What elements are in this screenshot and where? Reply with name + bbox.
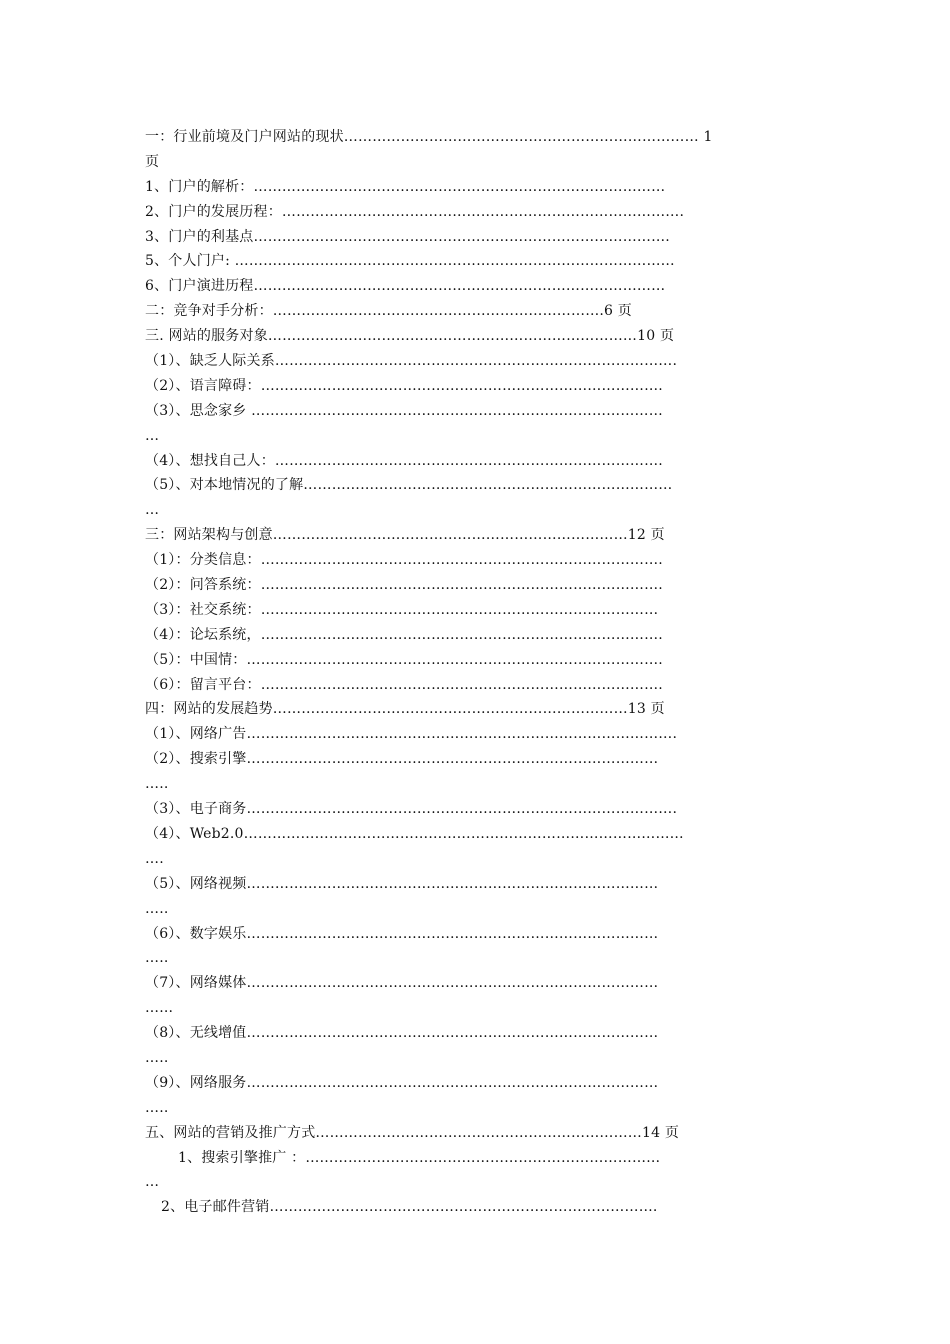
toc-entry: （6）、数字娱乐…………………………………………………………………………… xyxy=(145,925,659,942)
toc-entry: 6、门户演进历程…………………………………………………………………………… xyxy=(145,278,666,295)
toc-entry: 二：竞争对手分析：…………………………………………………………….6 页 xyxy=(145,303,633,320)
toc-entry: 五、网站的营销及推广方式……………………………………………………………14 页 xyxy=(145,1124,680,1141)
toc-entry: 1、搜索引擎推广 ：………………………………………………………………… xyxy=(178,1149,661,1166)
toc-entry: ….. xyxy=(145,900,169,917)
toc-entry: 一：行业前境及门户网站的现状………………………………………………………………… 1 xyxy=(145,129,713,145)
toc-entry: ….. xyxy=(145,950,169,967)
toc-entry: （3）：社交系统：………………………………………………………………………… xyxy=(145,601,659,618)
toc-entry: …. xyxy=(145,850,164,867)
toc-entry: （4）、Web2.0………………………………………………………………………………… xyxy=(145,825,684,842)
toc-entry: 页 xyxy=(145,153,160,170)
toc-entry: （1）：分类信息：…………………………………………………………………………. xyxy=(145,552,663,569)
toc-entry: （4）：论坛系统，…………………………………………………………………………. xyxy=(145,626,663,643)
toc-entry: 5、个人门户: ………………………………………………………………………………… xyxy=(145,253,675,270)
toc-entry: （5）：中国情：……………………………………………………………………………. xyxy=(145,651,663,668)
toc-entry: （2）：问答系统：…………………………………………………………………………. xyxy=(145,577,663,594)
toc-entry: （3）、思念家乡 …………………………………………………………………………… xyxy=(145,402,663,419)
toc-entry: （2）、语言障碍：…………………………………………………………………………. xyxy=(145,377,663,394)
toc-entry: 2、电子邮件营销………………………………………………………………………. xyxy=(161,1199,658,1216)
toc-entry: ….. xyxy=(145,776,169,793)
toc-entry: …... xyxy=(145,1000,174,1017)
toc-entry: （9）、网络服务…………………………………………………………………………… xyxy=(145,1074,659,1091)
toc-entry: 3、门户的利基点……………………………………………………………………………. xyxy=(145,228,670,245)
toc-entry: … xyxy=(145,1174,160,1191)
toc-entry: （3）、电子商务………………………………………………………………………………. xyxy=(145,801,678,818)
toc-entry: （1）、网络广告………………………………………………………………………………. xyxy=(145,726,678,743)
toc-entry: （8）、无线增值…………………………………………………………………………… xyxy=(145,1025,659,1042)
toc-entry: （4）、想找自己人：………………………………………………………………………. xyxy=(145,452,663,469)
toc-entry: … xyxy=(145,427,160,444)
toc-entry: （1）、缺乏人际关系…………………………………………………………………………. xyxy=(145,353,678,370)
toc-entry: （6）：留言平台：…………………………………………………………………………. xyxy=(145,676,663,693)
toc-entry: （5）、对本地情况的了解…………………………………………………………………… xyxy=(145,477,673,494)
table-of-contents xyxy=(145,125,815,1220)
toc-entry: ….. xyxy=(145,1099,169,1116)
toc-entry: （2）、搜索引擎…………………………………………………………………………… xyxy=(145,751,659,768)
toc-entry: 四：网站的发展趋势…………………………………………………………………13 页 xyxy=(145,701,665,718)
toc-entry: ….. xyxy=(145,1049,169,1066)
toc-entry: 2、门户的发展历程：…………………………………………………………………………. xyxy=(145,203,685,220)
toc-entry: … xyxy=(145,502,160,519)
toc-entry: 三：网站架构与创意…………………………………………………………………12 页 xyxy=(145,527,665,544)
toc-entry: （7）、网络媒体…………………………………………………………………………… xyxy=(145,975,659,992)
toc-entry: 1、门户的解析：…………………………………………………………………………… xyxy=(145,178,666,195)
toc-entry: （5）、网络视频…………………………………………………………………………… xyxy=(145,875,659,892)
toc-entry: 三. 网站的服务对象……………………………………………………………………10 页 xyxy=(145,328,675,345)
